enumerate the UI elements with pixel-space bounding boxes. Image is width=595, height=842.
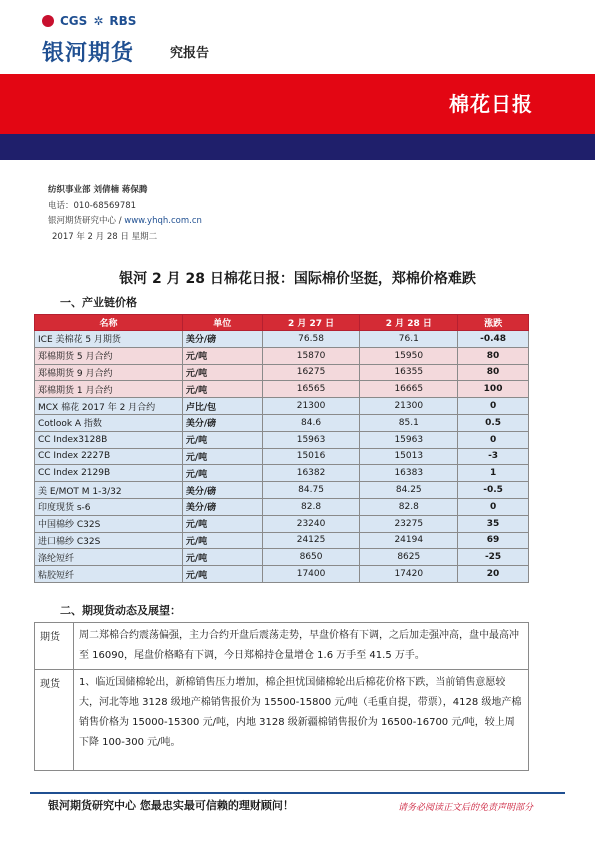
table-row bbox=[35, 364, 529, 381]
logo-row bbox=[42, 13, 136, 29]
cell-unit: 美分/磅 bbox=[182, 498, 262, 515]
cell-unit: 美分/磅 bbox=[182, 331, 262, 348]
table-row bbox=[35, 398, 529, 415]
spot-text: 1、临近国储棉轮出，新棉销售压力增加，棉企担忧国储棉轮出后棉花价格下跌，当前销售意愿较大，河北等地 3128 级地产棉销售报价为 15500-15800 元/吨（毛重自提，带票），4128 级地产棉销售价格为 15000-15300 元/吨，内地 3128 级新疆棉销售报价为 16500-16700 元/吨，较上周下降 100-300 元/吨。 bbox=[74, 670, 529, 771]
cell-change: -25 bbox=[458, 549, 529, 566]
cell-change: 80 bbox=[458, 347, 529, 364]
cell-date2: 76.1 bbox=[360, 331, 458, 348]
cell-name: MCX 棉花 2017 年 2 月合约 bbox=[35, 398, 183, 415]
cell-date2: 84.25 bbox=[360, 482, 458, 499]
table-row bbox=[35, 566, 529, 583]
cell-name: 中国棉纱 C32S bbox=[35, 515, 183, 532]
cell-date2: 16665 bbox=[360, 381, 458, 398]
report-tag: 究报告 bbox=[170, 46, 210, 61]
cell-change: 35 bbox=[458, 515, 529, 532]
cell-date1: 16565 bbox=[262, 381, 360, 398]
cgs-logo-icon bbox=[42, 15, 54, 27]
table-row bbox=[35, 498, 529, 515]
cell-date2: 17420 bbox=[360, 566, 458, 583]
table-row bbox=[35, 515, 529, 532]
cell-name: ICE 美棉花 5 月期货 bbox=[35, 331, 183, 348]
cell-change: 20 bbox=[458, 566, 529, 583]
cell-change: 0 bbox=[458, 431, 529, 448]
cell-name: Cotlook A 指数 bbox=[35, 414, 183, 431]
table-row bbox=[35, 381, 529, 398]
footer-slogan: 银河期货研究中心 您最忠实最可信赖的理财顾问！ bbox=[48, 799, 294, 812]
cell-unit: 元/吨 bbox=[182, 448, 262, 465]
col-change: 涨跌 bbox=[458, 315, 529, 331]
futures-label: 期货 bbox=[35, 623, 74, 670]
table-row bbox=[35, 532, 529, 549]
cell-date2: 16355 bbox=[360, 364, 458, 381]
table-row bbox=[35, 414, 529, 431]
cell-date1: 17400 bbox=[262, 566, 360, 583]
cell-unit: 元/吨 bbox=[182, 532, 262, 549]
site-line bbox=[48, 214, 202, 226]
cell-name: 粘胶短纤 bbox=[35, 566, 183, 583]
rbs-logo-icon: ✲ bbox=[93, 14, 104, 28]
cell-date2: 15013 bbox=[360, 448, 458, 465]
cell-unit: 美分/磅 bbox=[182, 482, 262, 499]
cell-unit: 元/吨 bbox=[182, 431, 262, 448]
table-row bbox=[35, 431, 529, 448]
price-table bbox=[34, 314, 529, 583]
cell-date1: 76.58 bbox=[262, 331, 360, 348]
cell-date1: 23240 bbox=[262, 515, 360, 532]
author-line: 纺织事业部 刘倩楠 蒋保腾 bbox=[48, 185, 148, 195]
cell-date2: 8625 bbox=[360, 549, 458, 566]
futures-text: 周二郑棉合约震荡偏强，主力合约开盘后震荡走势，早盘价格有下调，之后加走强冲高，盘中最高冲至 16090，尾盘价格略有下调，今日郑棉持仓量增仓 1.6 万手至 41.5 万手。 bbox=[74, 623, 529, 670]
report-title: 银河 2 月 28 日棉花日报：国际棉价坚挺，郑棉价格难跌 bbox=[119, 271, 476, 287]
table-header-row bbox=[35, 315, 529, 331]
cell-date2: 21300 bbox=[360, 398, 458, 415]
cell-name: CC Index3128B bbox=[35, 431, 183, 448]
cell-unit: 卢比/包 bbox=[182, 398, 262, 415]
phone-line: 电话：010-68569781 bbox=[48, 201, 137, 211]
report-date: 2017 年 2 月 28 日 星期二 bbox=[52, 232, 158, 242]
cell-name: 郑棉期货 9 月合约 bbox=[35, 364, 183, 381]
table-row bbox=[35, 482, 529, 499]
cell-name: 进口棉纱 C32S bbox=[35, 532, 183, 549]
cell-unit: 元/吨 bbox=[182, 465, 262, 482]
footer-disclaimer: 请务必阅读正文后的免责声明部分 bbox=[397, 803, 533, 813]
cell-name: 美 E/MOT M 1-3/32 bbox=[35, 482, 183, 499]
cell-change: 1 bbox=[458, 465, 529, 482]
price-table-body bbox=[35, 331, 529, 583]
cell-date1: 16275 bbox=[262, 364, 360, 381]
cell-date2: 24194 bbox=[360, 532, 458, 549]
cell-name: CC Index 2129B bbox=[35, 465, 183, 482]
cell-date1: 15963 bbox=[262, 431, 360, 448]
cell-date1: 82.8 bbox=[262, 498, 360, 515]
market-commentary bbox=[34, 622, 529, 771]
footer-divider bbox=[30, 792, 565, 794]
cell-unit: 元/吨 bbox=[182, 549, 262, 566]
cell-unit: 元/吨 bbox=[182, 347, 262, 364]
cell-name: 郑棉期货 5 月合约 bbox=[35, 347, 183, 364]
cell-change: 80 bbox=[458, 364, 529, 381]
table-row bbox=[35, 347, 529, 364]
site-prefix: 银河期货研究中心 / bbox=[48, 216, 122, 226]
cell-change: -0.48 bbox=[458, 331, 529, 348]
cell-unit: 美分/磅 bbox=[182, 414, 262, 431]
table-row bbox=[35, 331, 529, 348]
col-date2: 2 月 28 日 bbox=[360, 315, 458, 331]
brand-name: 银河期货 bbox=[42, 41, 135, 66]
cell-unit: 元/吨 bbox=[182, 515, 262, 532]
site-link[interactable]: www.yhqh.com.cn bbox=[124, 216, 202, 226]
col-name: 名称 bbox=[35, 315, 183, 331]
cell-date2: 15963 bbox=[360, 431, 458, 448]
navy-band bbox=[0, 134, 595, 160]
cell-unit: 元/吨 bbox=[182, 566, 262, 583]
cell-name: 印度现货 s-6 bbox=[35, 498, 183, 515]
table-row bbox=[35, 465, 529, 482]
cell-date2: 15950 bbox=[360, 347, 458, 364]
cell-change: 0 bbox=[458, 498, 529, 515]
cell-date1: 21300 bbox=[262, 398, 360, 415]
cell-name: CC Index 2227B bbox=[35, 448, 183, 465]
cell-date2: 16383 bbox=[360, 465, 458, 482]
cell-change: 0 bbox=[458, 398, 529, 415]
cell-change: -3 bbox=[458, 448, 529, 465]
spot-label: 现货 bbox=[35, 670, 74, 771]
cell-change: 69 bbox=[458, 532, 529, 549]
cell-name: 涤纶短纤 bbox=[35, 549, 183, 566]
cell-change: 100 bbox=[458, 381, 529, 398]
section-title-market: 二、期现货动态及展望： bbox=[60, 604, 181, 617]
cell-date2: 23275 bbox=[360, 515, 458, 532]
spot-row bbox=[35, 670, 529, 771]
cell-change: 0.5 bbox=[458, 414, 529, 431]
col-date1: 2 月 27 日 bbox=[262, 315, 360, 331]
col-unit: 单位 bbox=[182, 315, 262, 331]
cell-unit: 元/吨 bbox=[182, 364, 262, 381]
cell-date1: 16382 bbox=[262, 465, 360, 482]
cell-unit: 元/吨 bbox=[182, 381, 262, 398]
cell-date1: 15870 bbox=[262, 347, 360, 364]
cell-date1: 8650 bbox=[262, 549, 360, 566]
cell-date1: 84.6 bbox=[262, 414, 360, 431]
table-row bbox=[35, 448, 529, 465]
cell-date1: 15016 bbox=[262, 448, 360, 465]
section-title-prices: 一、产业链价格 bbox=[60, 296, 137, 309]
cell-change: -0.5 bbox=[458, 482, 529, 499]
cell-date1: 84.75 bbox=[262, 482, 360, 499]
band-title: 棉花日报 bbox=[449, 92, 533, 116]
cell-date2: 82.8 bbox=[360, 498, 458, 515]
cell-name: 郑棉期货 1 月合约 bbox=[35, 381, 183, 398]
logo-cgs: CGS bbox=[60, 14, 88, 28]
futures-row bbox=[35, 623, 529, 670]
cell-date2: 85.1 bbox=[360, 414, 458, 431]
table-row bbox=[35, 549, 529, 566]
logo-rbs: RBS bbox=[109, 14, 137, 28]
cell-date1: 24125 bbox=[262, 532, 360, 549]
